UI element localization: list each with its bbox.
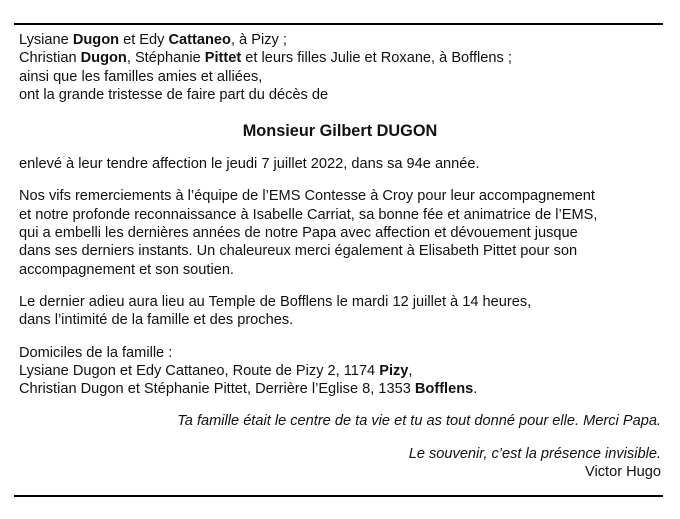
ceremony-paragraph — [19, 293, 661, 330]
family-line-2: Christian Dugon, Stéphanie Pittet et leurs filles Julie et Roxane, à Bofflens ; — [19, 50, 512, 67]
top-rule — [14, 23, 663, 25]
thanks-line: accompagnement et son soutien. — [19, 261, 234, 278]
domicile-line-1: Lysiane Dugon et Edy Cattaneo, Route de Pizy 2, 1174 Pizy, — [19, 362, 413, 379]
dedication: Ta famille était le centre de ta vie et tu as tout donné pour elle. Merci Papa. — [177, 413, 661, 430]
thanks-paragraph — [19, 187, 661, 278]
deceased-name: Monsieur Gilbert DUGON — [242, 122, 438, 141]
family-line-3: ainsi que les familles amies et alliées, — [19, 68, 263, 85]
ceremony-line: Le dernier adieu aura lieu au Temple de Bofflens le mardi 12 juillet à 14 heures, — [19, 293, 532, 310]
passing-line: enlevé à leur tendre affection le jeudi 7 juillet 2022, dans sa 94e année. — [19, 156, 480, 173]
thanks-line: qui a embelli les dernières années de notre Papa avec affection et dévouement jusque — [19, 225, 578, 242]
ceremony-line: dans l’intimité de la famille et des proches. — [19, 312, 294, 329]
domiciles-paragraph — [19, 344, 661, 399]
bottom-rule — [14, 495, 663, 497]
family-announcement — [19, 31, 661, 104]
quote-author: Victor Hugo — [585, 464, 661, 481]
domicile-line-2: Christian Dugon et Stéphanie Pittet, Derrière l’Eglise 8, 1353 Bofflens. — [19, 381, 478, 398]
family-line-1: Lysiane Dugon et Edy Cattaneo, à Pizy ; — [19, 32, 287, 48]
domiciles-heading: Domiciles de la famille : — [19, 344, 173, 361]
obituary-notice — [19, 31, 661, 481]
thanks-line: et notre profonde reconnaissance à Isabelle Carriat, sa bonne fée et animatrice de l’EMS, — [19, 206, 598, 223]
thanks-line: Nos vifs remerciements à l’équipe de l’EMS Contesse à Croy pour leur accompagnement — [19, 188, 595, 205]
thanks-line: dans ses derniers instants. Un chaleureux merci également à Elisabeth Pittet pour son — [19, 243, 578, 260]
family-line-4: ont la grande tristesse de faire part du décès de — [19, 86, 329, 103]
quote-text: Le souvenir, c’est la présence invisible. — [408, 445, 661, 462]
